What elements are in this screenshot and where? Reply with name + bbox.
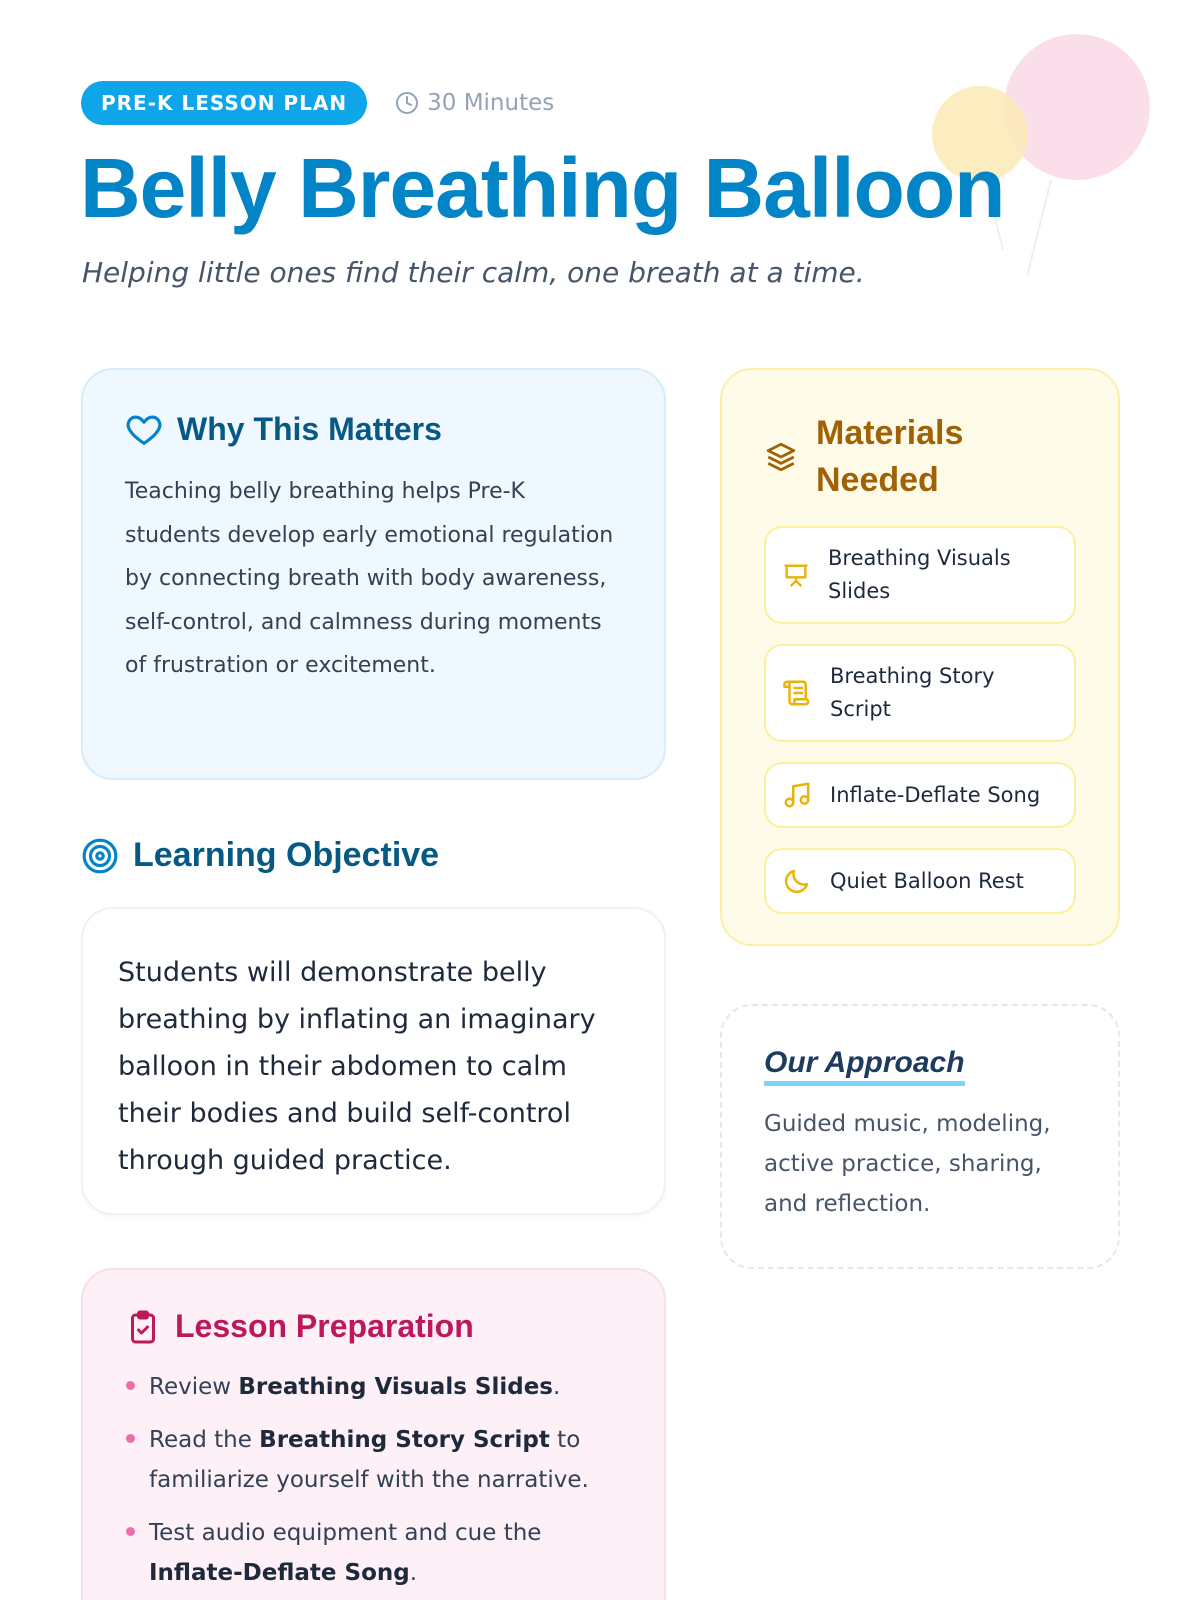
material-label: Breathing Story Script (830, 664, 995, 721)
why-this-matters-title: Why This Matters (177, 410, 442, 447)
preparation-item: Test audio equipment and cue the Inflate-Deflate Song. (125, 1513, 624, 1593)
learning-objective-card (81, 907, 666, 1215)
material-label: Quiet Balloon Rest (830, 868, 1024, 893)
materials-list (764, 526, 1076, 914)
why-this-matters-heading (125, 410, 624, 448)
preparation-item: Review Breathing Visuals Slides. (125, 1367, 624, 1407)
our-approach-title: Our Approach (764, 1046, 965, 1086)
duration-text: 30 Minutes (427, 90, 555, 116)
balloon-string (1026, 180, 1052, 276)
clock-icon (395, 91, 419, 115)
learning-objective-heading (81, 836, 439, 875)
preparation-list (125, 1367, 624, 1593)
clipboard-check-icon (125, 1309, 161, 1345)
pink-balloon-decoration (1004, 34, 1150, 180)
material-item-story-script (764, 644, 1076, 742)
target-icon (81, 837, 119, 875)
page-subtitle: Helping little ones find their calm, one breath at a time. (82, 256, 865, 289)
material-item-visuals-slides (764, 526, 1076, 624)
heart-icon (125, 410, 163, 448)
page-title: Belly Breathing Balloon (80, 141, 1005, 235)
our-approach-text: Guided music, modeling, active practice, sharing, and reflection. (764, 1111, 1051, 1217)
material-label: Breathing Visuals Slides (828, 546, 1011, 603)
scroll-icon (782, 678, 812, 708)
music-note-icon (782, 780, 812, 810)
our-approach-card (720, 1004, 1120, 1269)
why-this-matters-text: Teaching belly breathing helps Pre-K students develop early emotional regulation by connecting breath with body awareness, self-control, and calmness during moments of frustration or excitement. (125, 479, 614, 678)
learning-objective-title: Learning Objective (133, 836, 440, 874)
presentation-icon (782, 561, 810, 589)
duration (395, 90, 554, 116)
learning-objective-text: Students will demonstrate belly breathing by inflating an imaginary balloon in their abdomen to calm their bodies and build self-control through guided practice. (118, 957, 596, 1176)
materials-needed-title: Materials Needed (816, 414, 964, 499)
layers-icon (764, 440, 798, 474)
lesson-type-badge: PRE-K LESSON PLAN (81, 81, 367, 125)
material-item-song (764, 762, 1076, 828)
lesson-preparation-card (81, 1268, 666, 1600)
materials-needed-heading (764, 410, 1076, 504)
moon-icon (782, 866, 812, 896)
lesson-preparation-title: Lesson Preparation (175, 1308, 474, 1344)
why-this-matters-card (81, 368, 666, 780)
lesson-preparation-heading (125, 1308, 624, 1345)
material-item-balloon-rest (764, 848, 1076, 914)
preparation-item: Read the Breathing Story Script to familiarize yourself with the narrative. (125, 1420, 624, 1500)
material-label: Inflate-Deflate Song (830, 782, 1041, 807)
header-meta (81, 81, 554, 125)
materials-needed-card (720, 368, 1120, 946)
